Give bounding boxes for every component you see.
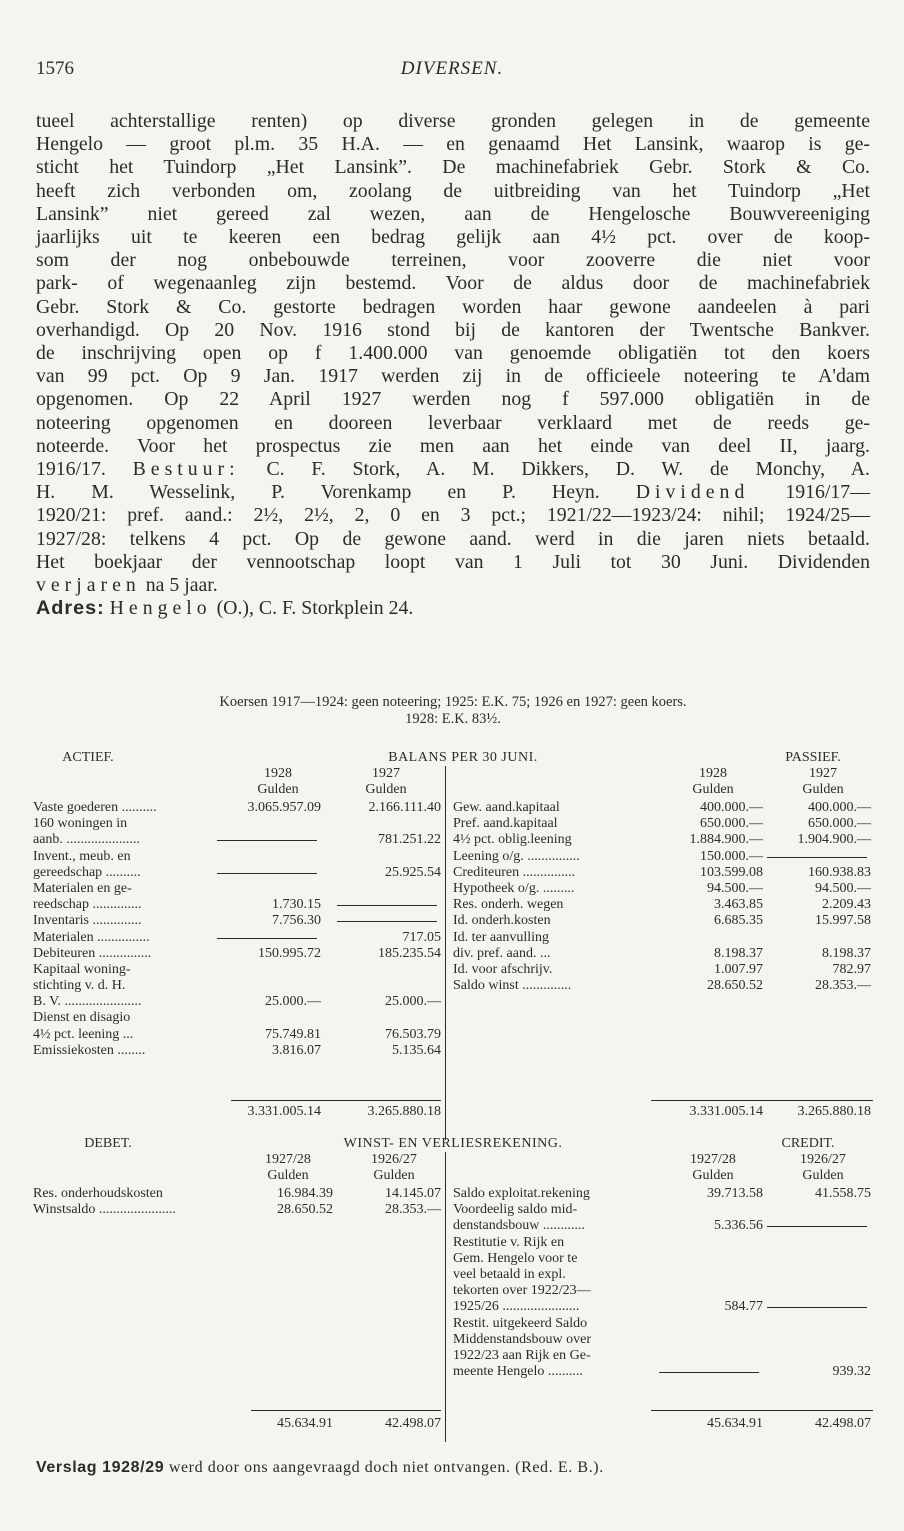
passief-row-value: 160.938.83 [808,864,871,880]
credit-row-value: 41.558.75 [815,1186,871,1201]
actief-row-value: 7.756.30 [272,913,321,929]
actief-row-label: 160 woningen in [33,816,128,832]
credit-year-1: 1927/28 [690,1152,736,1167]
actief-row [33,946,443,962]
passief-row-value: 15.997.58 [815,913,871,929]
balans-divider [445,766,446,1140]
passief-row-value: 1.007.97 [714,961,763,977]
credit-row [453,1186,873,1202]
actief-total-1928: 3.331.005.14 [247,1104,321,1119]
actief-rows [33,800,443,1059]
actief-row-value: 76.503.79 [385,1026,441,1042]
adres-place: Hengelo [109,597,212,620]
passief-row-value: 3.463.85 [714,897,763,913]
actief-row-dash [217,840,317,841]
actief-row-label: aanb. ..................... [33,832,140,848]
actief-row [33,881,443,897]
dividend-years: 1916/17— [785,481,870,504]
verjaren-label: verjaren [36,574,141,597]
debet-row-value: 28.353.— [385,1202,441,1218]
actief-total-1927: 3.265.880.18 [367,1104,441,1119]
balans-title: BALANS PER 30 JUNI. [388,750,538,765]
credit-row-label: 1925/26 ...................... [453,1299,580,1315]
boekjaar-text: Het boekjaar der vennootschap loopt van 1 Juli tot 30 Juni. [36,550,749,573]
body-line: overhandigd. Op 20 Nov. 1916 stond bij de kantoren der Twentsche Bankver. [36,318,870,341]
debet-rows [33,1186,443,1218]
passief-row-value: 650.000.— [808,816,871,832]
actief-label: ACTIEF. [62,750,114,765]
actief-row [33,1043,443,1059]
debet-year-2: 1926/27 [371,1152,417,1167]
credit-row-label: 1922/23 aan Rijk en Ge- [453,1347,591,1363]
passief-row [453,816,873,832]
bestuur-line-2 [36,481,870,504]
actief-row [33,913,443,929]
credit-row [453,1218,873,1234]
actief-row [33,930,443,946]
debet-unit-2: Gulden [373,1168,415,1183]
passief-total-rule [651,1100,873,1101]
debet-row-label: Res. onderhoudskosten [33,1186,163,1201]
verjaren-line [36,574,870,597]
credit-total-rule [651,1410,873,1411]
credit-row [453,1348,873,1364]
passief-rows [453,800,873,994]
body-line: Gebr. Stork & Co. gestorte bedragen worden haar gewone aandeelen à pari [36,295,870,318]
bestuur-line-1 [36,458,870,481]
credit-row [453,1202,873,1218]
body-line: jaarlijks uit te keeren een bedrag gelijk aan 4½ pct. over de koop- [36,226,870,249]
actief-row-value: 25.925.54 [385,864,441,880]
credit-row-label: Restit. uitgekeerd Saldo [453,1315,588,1331]
bestuur-names-1: C. F. Stork, A. M. Dikkers, D. W. de Monchy, A. [266,458,870,481]
passief-row-value: 2.209.43 [822,897,871,913]
credit-row-dash [767,1307,867,1308]
page-number: 1576 [36,58,74,79]
passief-row [453,897,873,913]
passief-total-1928: 3.331.005.14 [689,1104,763,1119]
winst-verlies-rekening [33,1136,873,1436]
actief-row-label: Materialen ............... [33,929,150,945]
credit-row-label: Saldo exploitat.rekening [453,1186,590,1201]
passief-row-value: 1.904.900.— [797,832,871,848]
passief-row-value: 782.97 [832,961,871,977]
credit-row-dash [659,1372,759,1373]
verslag-note [36,1459,870,1477]
credit-rows [453,1186,873,1380]
credit-row [453,1267,873,1283]
actief-row-value: 3.816.07 [272,1042,321,1058]
body-line: noteerde. Voor het prospectus zie men aan het einde van deel II, jaarg. [36,434,870,457]
credit-row [453,1316,873,1332]
passief-row-value: 103.599.08 [700,864,763,880]
passief-row [453,913,873,929]
passief-row-label: Saldo winst .............. [453,978,572,994]
bestuur-prefix: 1916/17. [36,458,106,481]
actief-unit-1927: Gulden [365,782,407,797]
credit-row-label: Middenstandsbouw over [453,1331,592,1347]
credit-row-label: tekorten over 1922/23— [453,1283,591,1299]
actief-row-dash [217,938,317,939]
passief-row-value: 6.685.35 [714,913,763,929]
passief-row-label: Hypotheek o/g. ......... [453,880,575,896]
passief-row-label: Id. onderh.kosten [453,913,551,929]
passief-row-label: Res. onderh. wegen [453,897,564,913]
adres-label: Adres: [36,597,105,620]
body-line: Hengelo — groot pl.m. 35 H.A. — en genaamd Het Lansink, waarop is ge- [36,133,870,156]
actief-row-value: 717.05 [402,929,441,945]
actief-row-value: 781.251.22 [378,832,441,848]
passief-row-value: 94.500.— [815,880,871,896]
actief-row-label: Dienst en disagio [33,1010,131,1026]
passief-row-label: Gew. aand.kapitaal [453,800,560,815]
actief-row [33,1027,443,1043]
wv-title: WINST- EN VERLIESREKENING. [343,1136,563,1151]
actief-row [33,816,443,832]
passief-row-value: 8.198.37 [822,945,871,961]
credit-row-label: meente Hengelo .......... [453,1364,583,1380]
actief-row-value: 2.166.111.40 [368,800,441,815]
actief-row-value: 3.065.957.09 [247,800,321,815]
passief-row-label: Pref. aand.kapitaal [453,816,558,832]
credit-total-2: 42.498.07 [815,1416,871,1431]
credit-row [453,1332,873,1348]
debet-unit-1: Gulden [267,1168,309,1183]
dividenden-word: Dividenden [777,550,870,573]
body-line: opgenomen. Op 22 April 1927 werden nog f 597.000 obligatiën in de [36,388,870,411]
actief-row-label: Vaste goederen .......... [33,800,157,815]
passief-row-value: 400.000.— [808,800,871,815]
credit-year-2: 1926/27 [800,1152,846,1167]
debet-total-rule [251,1410,441,1411]
actief-row [33,962,443,978]
credit-row-value: 939.32 [832,1364,871,1380]
passief-row-dash [767,857,867,858]
dividend-label: Dividend [635,481,750,504]
passief-row [453,865,873,881]
actief-row-label: Emissiekosten ........ [33,1042,146,1058]
debet-year-1: 1927/28 [265,1152,311,1167]
actief-row-value: 25.000.— [265,994,321,1010]
actief-row-label: Debiteuren ............... [33,945,152,961]
debet-row [33,1186,443,1202]
passief-row-label: 4½ pct. oblig.leening [453,832,572,848]
passief-label: PASSIEF. [785,750,841,765]
passief-row [453,946,873,962]
dividend-line-3: 1920/21: pref. aand.: 2½, 2½, 2, 0 en 3 pct.; 1921/22—1923/24: nihil; 1924/25— [36,504,870,527]
koersen-line-1: Koersen 1917—1924: geen noteering; 1925: E.K. 75; 1926 en 1927: geen koers. [219,694,687,710]
bestuur-names-2: H. M. Wesselink, P. Vorenkamp en P. Heyn. [36,481,600,504]
credit-row [453,1283,873,1299]
passief-year-1927: 1927 [809,766,837,781]
body-line: Lansink” niet gereed zal wezen, aan de Hengelosche Bouwvereeniging [36,202,870,225]
actief-row-label: Materialen en ge- [33,880,132,896]
credit-row-value: 5.336.56 [714,1218,763,1234]
passief-row-value: 94.500.— [707,880,763,896]
actief-year-1928: 1928 [264,766,292,781]
debet-total-2: 42.498.07 [385,1416,441,1431]
actief-row [33,849,443,865]
actief-row-label: stichting v. d. H. [33,978,126,994]
credit-row-value: 39.713.58 [707,1186,763,1201]
actief-row [33,978,443,994]
passief-row [453,832,873,848]
passief-unit-1927: Gulden [802,782,844,797]
body-line: van 99 pct. Op 9 Jan. 1917 werden zij in de officieele noteering te A'dam [36,365,870,388]
passief-row-label: Id. voor afschrijv. [453,961,553,977]
actief-row-value: 185.235.54 [378,945,441,961]
credit-row-value: 584.77 [724,1299,763,1315]
credit-row-label: Restitutie v. Rijk en [453,1234,565,1250]
dividend-line-4: 1927/28: telkens 4 pct. Op de gewone aand. werd in die jaren niets betaald. [36,527,870,550]
actief-row-value: 25.000.— [385,994,441,1010]
koersen-block [36,694,870,728]
credit-row-label: Voordeelig saldo mid- [453,1202,578,1218]
body-line: park- of wegenaanleg zijn bestemd. Voor de aldus door de machinefabriek [36,272,870,295]
credit-unit-2: Gulden [802,1168,844,1183]
actief-row-dash [337,921,437,922]
credit-row [453,1235,873,1251]
actief-row-dash [217,873,317,874]
adres-rest: (O.), C. F. Storkplein 24. [216,597,414,620]
passief-year-1928: 1928 [699,766,727,781]
passief-row [453,962,873,978]
verjaren-text: na 5 jaar. [145,574,218,597]
passief-row-label: Crediteuren ............... [453,864,576,880]
actief-row-value: 150.995.72 [258,945,321,961]
credit-row [453,1251,873,1267]
debet-row-value: 16.984.39 [277,1186,333,1201]
credit-row [453,1299,873,1315]
passief-row [453,930,873,946]
credit-unit-1: Gulden [692,1168,734,1183]
body-line: heeft zich verbonden om, zoolang de uitbreiding van het Tuindorp „Het [36,179,870,202]
wv-divider [445,1152,446,1442]
debet-row-value: 28.650.52 [277,1202,333,1218]
passief-row-label: Id. ter aanvulling [453,929,550,945]
boekjaar-line [36,551,870,574]
credit-total-1: 45.634.91 [707,1416,763,1431]
debet-row [33,1202,443,1218]
actief-row-label: B. V. ...................... [33,994,142,1010]
actief-row-dash [337,905,437,906]
passief-row-value: 28.353.— [815,978,871,994]
bestuur-label: Bestuur: [132,458,240,481]
actief-row [33,1010,443,1026]
passief-row-value: 400.000.— [700,800,763,815]
passief-row-value: 28.650.52 [707,978,763,994]
actief-row-label: Inventaris .............. [33,913,142,929]
credit-label: CREDIT. [781,1136,835,1151]
body-line: noteering opgenomen en dooreen leverbaar verklaard met de reeds ge- [36,411,870,434]
passief-row-value: 650.000.— [700,816,763,832]
actief-total-rule [231,1100,441,1101]
actief-row-label: reedschap .............. [33,897,142,913]
credit-row-label: Gem. Hengelo voor te [453,1250,578,1266]
verslag-label: Verslag 1928/29 [36,1459,165,1476]
actief-row-value: 1.730.15 [272,897,321,913]
actief-row [33,865,443,881]
actief-year-1927: 1927 [372,766,400,781]
passief-row [453,881,873,897]
debet-row-value: 14.145.07 [385,1186,441,1201]
passief-row [453,800,873,816]
actief-row-label: gereedschap .......... [33,864,141,880]
credit-row-label: denstandsbouw ............ [453,1218,585,1234]
verslag-text: werd door ons aangevraagd doch niet ontvangen. (Red. E. B.). [168,1459,604,1476]
actief-row [33,897,443,913]
page-header [36,58,868,88]
balans-sheet [33,750,873,1130]
running-title: DIVERSEN. [400,58,504,79]
actief-row [33,800,443,816]
koersen-line-2: 1928: E.K. 83½. [405,711,501,727]
body-line: som der nog onbebouwde terreinen, voor zooverre die niet voor [36,249,870,272]
actief-row-value: 5.135.64 [392,1042,441,1058]
passief-row-value: 1.884.900.— [689,832,763,848]
passief-row-label: div. pref. aand. ... [453,945,551,961]
passief-row [453,849,873,865]
actief-row-label: 4½ pct. leening ... [33,1026,134,1042]
passief-row-label: Leening o/g. ............... [453,848,580,864]
actief-row-label: Kapitaal woning- [33,961,131,977]
debet-label: DEBET. [84,1136,132,1151]
body-text [36,110,870,620]
debet-total-1: 45.634.91 [277,1416,333,1431]
passief-row-value: 150.000.— [700,848,763,864]
debet-row-label: Winstsaldo ...................... [33,1202,176,1218]
adres-line [36,597,870,620]
passief-unit-1928: Gulden [692,782,734,797]
body-line: de inschrijving open op f 1.400.000 van genoemde obligatiën tot den koers [36,342,870,365]
credit-row-dash [767,1226,867,1227]
body-line: tueel achterstallige renten) op diverse gronden gelegen in de gemeente [36,110,870,132]
actief-row-value: 75.749.81 [265,1026,321,1042]
body-line: sticht het Tuindorp „Het Lansink”. De machinefabriek Gebr. Stork & Co. [36,156,870,179]
credit-row [453,1364,873,1380]
credit-row-label: veel betaald in expl. [453,1266,566,1282]
passief-total-1927: 3.265.880.18 [797,1104,871,1119]
passief-row [453,978,873,994]
actief-row [33,994,443,1010]
actief-row [33,832,443,848]
actief-unit-1928: Gulden [257,782,299,797]
actief-row-label: Invent., meub. en [33,848,131,864]
passief-row-value: 8.198.37 [714,945,763,961]
